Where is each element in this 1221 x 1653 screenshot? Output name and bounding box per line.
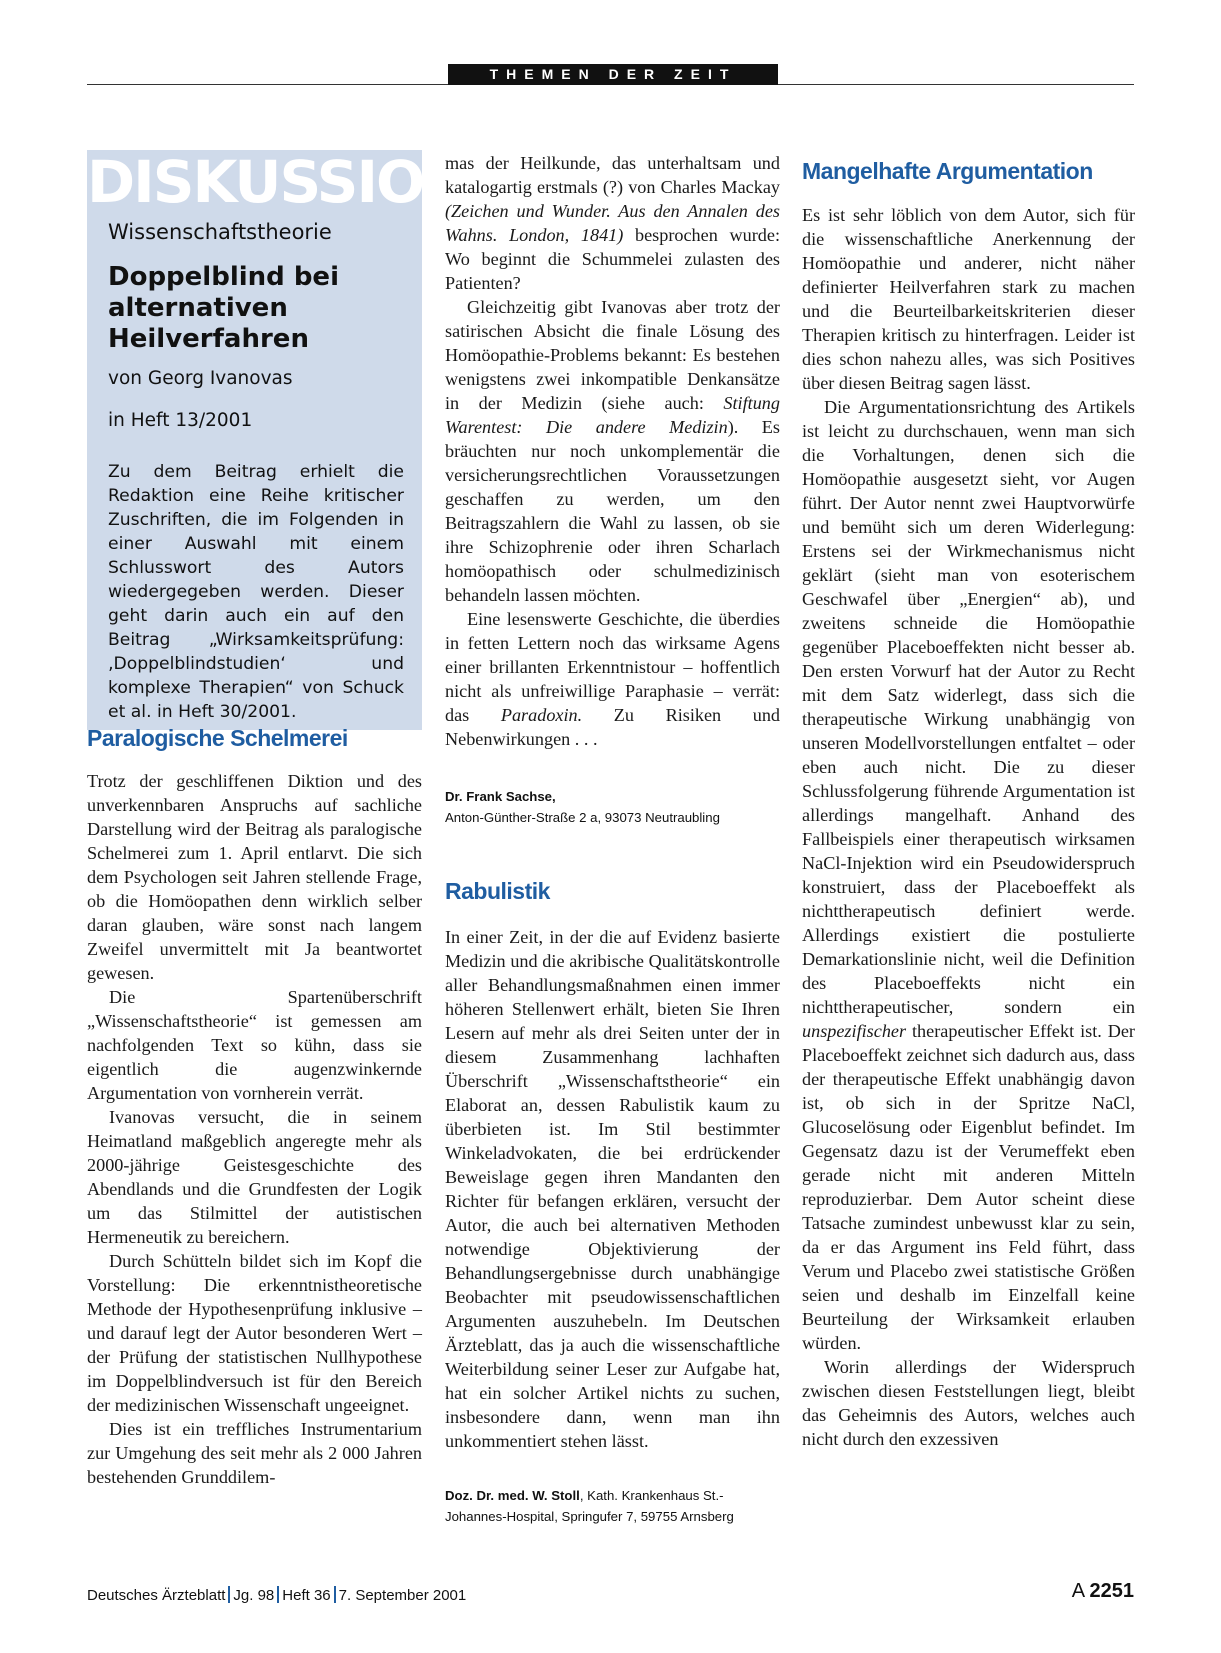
kicker: Wissenschaftstheorie [108,220,332,244]
paragraph: Die Spartenüberschrift „Wissenschaftstheorie“ ist gemessen am nachfolgenden Text so kühn, dass sie eigentlich die augenzwinkernde Argumentation von vornherein verrät. [87,987,422,1103]
heading-rabulistik: Rabulistik [445,878,550,904]
heading-paralogische-schelmerei: Paralogische Schelmerei [87,725,348,751]
heading-mangelhafte-argumentation: Mangelhafte Argumentation [802,158,1093,184]
signature-stoll [445,1485,780,1527]
paragraph: Trotz der geschliffenen Diktion und des unverkennbaren Anspruchs auf sachliche Darstellung wird der Beitrag als paralogische Schelmerei zum 1. April entlarvt. Die sich dem Psychologen seit Jahren stellende Frage, ob die Homöopathen denn wirklich selber daran glauben, wäre sonst nach langem Zweifel unvermittelt mit Ja beantwortet gewesen. [87,771,422,983]
issue: Heft 36 [282,1587,331,1604]
signature-name: Doz. Dr. med. W. Stoll [445,1488,580,1503]
paragraph: In einer Zeit, in der die auf Evidenz basierte Medizin und die akribische Qualitätskontrolle aller Behandlungsmaßnahmen einen immer höheren Stellenwert erhält, bieten Sie Ihren Lesern auf mehr als drei Seiten unter der in diesem Zusammenhang lachhaften Überschrift „Wissenschaftstheorie“ ein Elaborat an, dessen Rabulistik kaum zu überbieten ist. Im Stil bestimmter Winkeladvokaten, die bei erdrückender Beweislage gegen ihren Mandanten den Richter für befangen erklären, versucht der Autor, die auch bei alternativen Methoden notwendige Objektivierung der Behandlungsergebnisse durch unabhängige Beobachter mit pseudowissenschaftlichen Argumenten auszuhebeln. Im Deutschen Ärzteblatt, das ja auch die wissenschaftliche Weiterbildung seiner Leser zur Aufgabe hat, hat ein solcher Artikel nichts zu suchen, insbesondere dann, wenn man ihn unkommentiert stehen lässt. [445,927,780,1451]
signature-name: Dr. Frank Sachse, [445,789,556,804]
intro-text: Zu dem Beitrag erhielt die Redaktion eine Reihe kritischer Zuschriften, die im Folgenden in einer Auswahl mit einem Schlusswort des Autors wiedergegeben werden. Dieser geht darin auch ein auf den Beitrag „Wirksamkeitsprüfung: ‚Doppelblindstudien‘ und komplexe Therapien“ von Schuck et al. in Heft 30/2001. [108,462,404,722]
signature-sachse [445,786,780,828]
byline: von Georg Ivanovas [108,368,293,389]
article-title: Doppelblind bei alternativen Heilverfahren [108,262,339,354]
paragraph: Dies ist ein treffliches Instrumentarium zur Umgehung des seit mehr als 2 000 Jahren bestehenden Grunddilem- [87,1419,422,1487]
signature-address: , Kath. Krankenhaus St.-Johannes-Hospital, Springufer 7, 59755 Arnsberg [445,1488,734,1524]
column-1-body [87,769,422,1489]
journal-name: Deutsches Ärzteblatt [87,1587,226,1604]
volume: Jg. 98 [233,1587,275,1604]
date: 7. September 2001 [338,1587,467,1604]
paragraph: Worin allerdings der Widerspruch zwischen diesen Feststellungen liegt, bleibt das Geheimnis des Autors, welches auch nicht durch den exzessiven [802,1357,1135,1449]
discussion-label: DISKUSSION [87,148,470,216]
paragraph: Durch Schütteln bildet sich im Kopf die Vorstellung: Die erkenntnistheoretische Methode der Hypothesenprüfung inklusive – und darauf legt der Autor besonderen Wert – der Prüfung der statistischen Nullhypothese im Doppelblindversuch ist für den Bereich der medizinischen Wissenschaft ungeeignet. [87,1251,422,1415]
column-2-body-b [445,925,780,1453]
column-3-body [802,203,1135,1451]
paragraph: Die Argumentationsrichtung des Artikels ist leicht zu durchschauen, wenn man sich die Vorhaltungen, denen sich die Homöopathie ausgesetzt sieht, vor Augen führt. Der Autor nennt zwei Hauptvorwürfe und bemüht sich um deren Widerlegung: Erstens sei der Wirkmechanismus nicht geklärt (sieht man von esoterischem Geschwafel über „Energien“ ab), und zweitens schneide die Homöopathie gegenüber Placeboeffekten nicht besser ab. Den ersten Vorwurf hat der Autor zu Recht mit dem Satz widerlegt, dass sich die therapeutische Wirkung unabhängig von unseren Modellvorstellungen entfaltet – oder eben auch nicht. Die zu dieser Schlussfolgerung führende Argumentation ist allerdings mangelhaft. Anhand des Fallbeispiels einer therapeutisch wirksamen NaCl-Injektion wird ein Pseudowiderspruch konstruiert, dass der Placeboeffekt als nichttherapeutisch definiert werde. Allerdings existiert die postulierte Demarkationslinie nicht, weil die Definition des Placeboeffekts nicht ein nichttherapeutischer, sondern ein unspezifischer therapeutischer Effekt ist. Der Placeboeffekt zeichnet sich dadurch aus, dass der therapeutische Effekt unabhängig davon ist, ob sich in der Spritze NaCl, Glucoselösung oder Eigenblut befindet. Im Gegensatz dazu ist der Verumeffekt eben gerade nicht mit anderen Mitteln reproduzierbar. Dem Autor scheint diese Tatsache zumindest unbewusst klar zu sein, da er das Argument ins Feld führt, dass Verum und Placebo zwei statistische Größen seien und deshalb im Einzelfall keine Beurteilung der Wirksamkeit erlauben würden. [802,397,1135,1353]
section-rubric: THEMEN DER ZEIT [448,64,778,85]
paragraph: Gleichzeitig gibt Ivanovas aber trotz der satirischen Absicht die finale Lösung des Homöopathie-Problems bekannt: Es bestehen wenigstens zwei inkompatible Denkansätze in der Medizin (siehe auch: Stiftung Warentest: Die andere Medizin). Es bräuchten nur noch unkomplementär die versicherungsrechtlichen Voraussetzungen geschaffen zu werden, um den Beitragszahlern die Wahl zu lassen, ob sie ihre Schizophrenie oder ihren Scharlach homöopathisch oder schulmedizinisch behandeln lassen möchten. [445,297,780,605]
issue-reference: in Heft 13/2001 [108,410,253,431]
page-number: A 2251 [1071,1580,1134,1602]
signature-address: Anton-Günther-Straße 2 a, 93073 Neutraubling [445,810,720,825]
paragraph: mas der Heilkunde, das unterhaltsam und katalogartig erstmals (?) von Charles Mackay (Zeichen und Wunder. Aus den Annalen des Wahns. London, 1841) besprochen wurde: Wo beginnt die Schummelei zulasten des Patienten? [445,153,780,293]
column-2-body [445,151,780,751]
paragraph: Es ist sehr löblich von dem Autor, sich für die wissenschaftliche Anerkennung der Homöopathie und anderer, nicht näher definierter Heilverfahren stark zu machen und die Beurteilbarkeitskriterien dieser Therapien kritisch zu hinterfragen. Leider ist dies schon nahezu alles, was sich Positives über diesen Beitrag sagen lässt. [802,205,1135,393]
paragraph: Eine lesenswerte Geschichte, die überdies in fetten Lettern noch das wirksame Agens einer brillanten Erkenntnistour – hoffentlich nicht als unfreiwillige Paraphasie – verrät: das Paradoxin. Zu Risiken und Nebenwirkungen . . . [445,609,781,749]
page-footer [87,1586,466,1604]
paragraph: Ivanovas versucht, die in seinem Heimatland maßgeblich angeregte mehr als 2000-jährige Geistesgeschichte des Abendlands und die Grundfesten der Logik um das Stilmittel der autistischen Hermeneutik zu bereichern. [87,1107,422,1247]
